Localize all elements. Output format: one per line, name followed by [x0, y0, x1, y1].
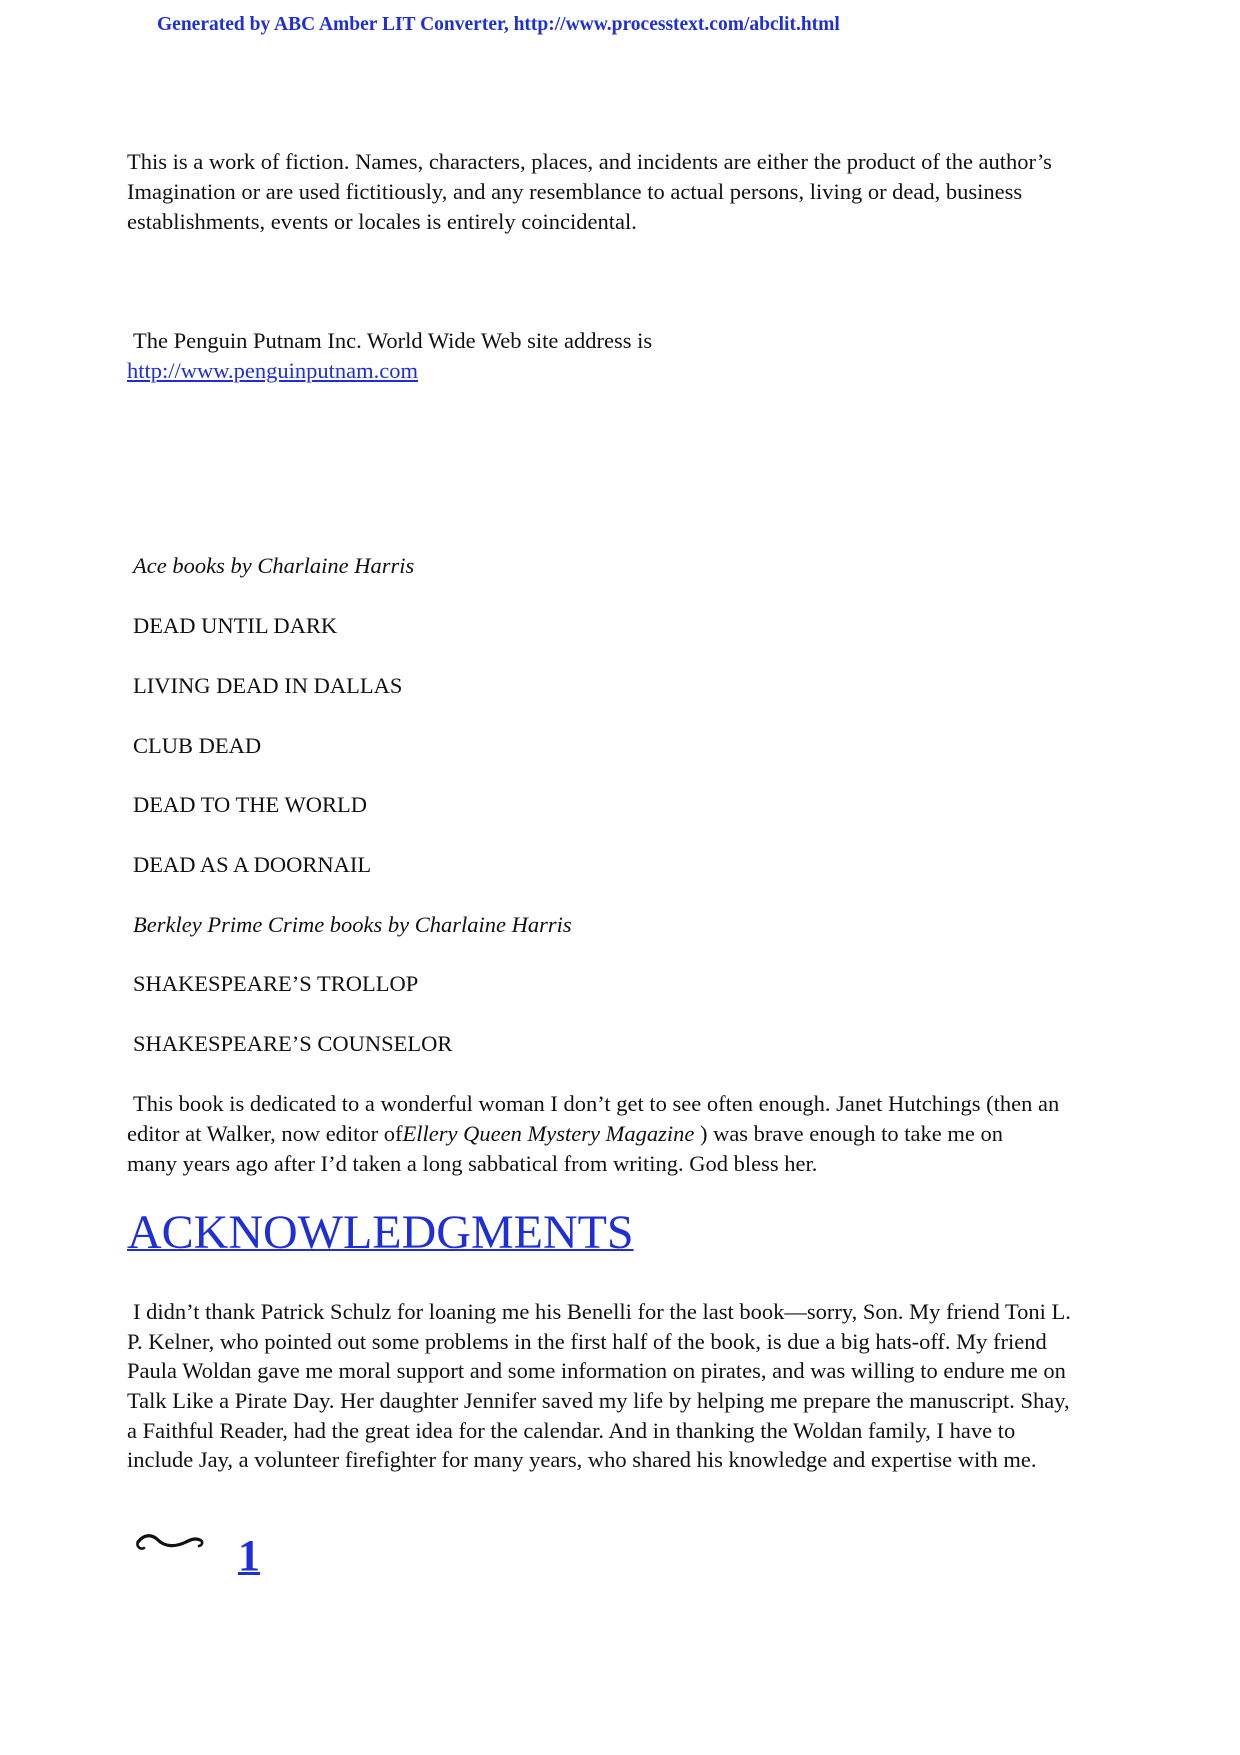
dedication-text: editor at Walker, now editor of [127, 1121, 403, 1146]
acknowledgments-line: I didn’t thank Patrick Schulz for loaning me his Benelli for the last book—sorry, Son. My friend Toni L. [133, 1299, 1071, 1324]
dedication-line [127, 1119, 1003, 1149]
generator-banner[interactable]: Generated by ABC Amber LIT Converter, http://www.processtext.com/abclit.html [157, 14, 840, 35]
berkley-books-heading: Berkley Prime Crime books by Charlaine Harris [133, 912, 572, 937]
book-title: DEAD TO THE WORLD [133, 792, 367, 817]
ace-books-heading: Ace books by Charlaine Harris [133, 553, 415, 578]
book-title: SHAKESPEARE’S TROLLOP [133, 971, 419, 996]
website-label: The Penguin Putnam Inc. World Wide Web site address is [133, 328, 653, 353]
website-link-line [127, 356, 418, 386]
disclaimer-line: Imagination or are used fictitiously, and any resemblance to actual persons, living or dead, business [127, 179, 1023, 204]
magazine-title: Ellery Queen Mystery Magazine [402, 1121, 695, 1146]
book-title: DEAD AS A DOORNAIL [133, 852, 372, 877]
book-title: DEAD UNTIL DARK [133, 613, 338, 638]
dedication-text: ) was brave enough to take me on [694, 1121, 1003, 1146]
acknowledgments-line: a Faithful Reader, had the great idea for the calendar. And in thanking the Woldan family, I have to [127, 1418, 1016, 1443]
book-title: LIVING DEAD IN DALLAS [133, 673, 403, 698]
acknowledgments-line: include Jay, a volunteer firefighter for many years, who shared his knowledge and expertise with me. [127, 1447, 1037, 1472]
disclaimer-line: This is a work of fiction. Names, characters, places, and incidents are either the product of the author’s [127, 149, 1052, 174]
acknowledgments-heading[interactable]: ACKNOWLEDGMENTS [127, 1206, 634, 1259]
chapter-number-link[interactable]: 1 [238, 1531, 260, 1580]
acknowledgments-line: Talk Like a Pirate Day. Her daughter Jennifer saved my life by helping me prepare the manuscript. Shay, [127, 1388, 1070, 1413]
dedication-line: many years ago after I’d taken a long sabbatical from writing. God bless her. [127, 1151, 818, 1176]
penguin-putnam-link[interactable]: http://www.penguinputnam.com [127, 358, 419, 383]
book-title: SHAKESPEARE’S COUNSELOR [133, 1031, 453, 1056]
disclaimer-line: establishments, events or locales is entirely coincidental. [127, 209, 637, 234]
acknowledgments-line: P. Kelner, who pointed out some problems in the first half of the book, is due a big hats-off. My friend [127, 1329, 1047, 1354]
acknowledgments-line: Paula Woldan gave me moral support and some information on pirates, and was willing to endure me on [127, 1358, 1066, 1383]
swash-ornament-icon [134, 1528, 204, 1558]
dedication-line: This book is dedicated to a wonderful woman I don’t get to see often enough. Janet Hutchings (then an [133, 1091, 1060, 1116]
book-title: CLUB DEAD [133, 733, 262, 758]
